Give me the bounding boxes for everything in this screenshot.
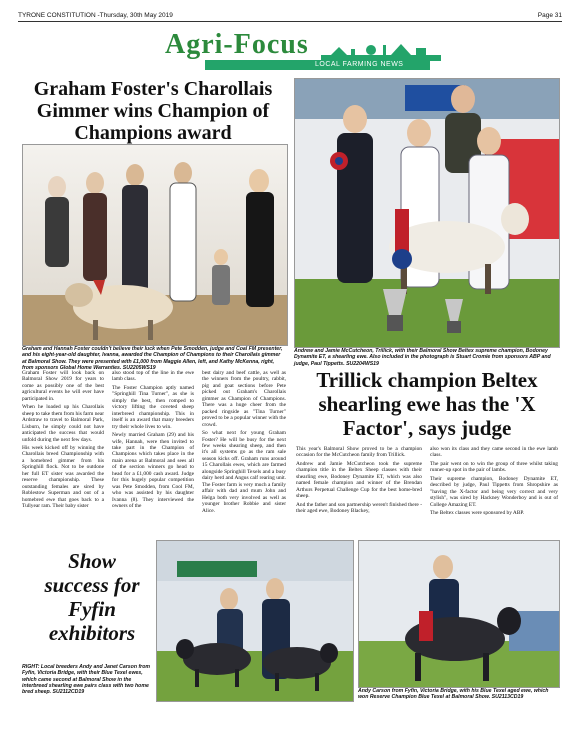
masthead bbox=[18, 8, 562, 22]
paragraph: Their supreme champion, Bodoney Dynamite ET, described by judge, Paul Tippetts from Shropshire as "having the X-factor and being very correct and very stylish", was sired by Hackney Wonderboy and is out of College Amazing ET. bbox=[430, 475, 558, 508]
story2-caption: Andrew and Jamie McCutcheon, Trillick, with their Balmoral Show Beltex supreme champion, Bodoney Dynamite ET, a shearling ewe. Also included in the photograph is Stuart Cromie from sponsors ABP and judge, Paul Tippetts. SU2204WS19 bbox=[294, 348, 551, 367]
section-banner bbox=[145, 29, 435, 75]
story1-column-3 bbox=[202, 370, 286, 516]
story3-headline: Show success for Fyfin exhibitors bbox=[44, 549, 140, 645]
paragraph: Andrew and Jamie McCutcheon took the supreme champion title in the Beltex Sheep classes with their shearling ewe, Bodoney Dynamite ET, which was also named female champion and winner of the Brendan Arthurs Perpetual Challenge Cup for the best home-bred sheep. bbox=[296, 460, 422, 500]
show-photo-carson-pair bbox=[157, 541, 353, 701]
paragraph: Graham Foster will look back on Balmoral Show 2019 for years to come as possibly one of the best agricultural events he will ever have participated in. bbox=[22, 370, 104, 402]
story3-caption-right: Andy Carson from Fyfin, Victoria Bridge, with his Blue Texel aged ewe, which won Reserve Champion Blue Texel at Balmoral Show. SU2113CD19 bbox=[358, 688, 549, 701]
story3-caption-left: RIGHT: Local breeders Andy and Janet Carson from Fyfin, Victoria Bridge, with their Blue Texel ewes, which came second at Balmoral Show in the interbreed shearling ewe pairs class with two home bred sheep. SU2112CD19 bbox=[22, 664, 150, 696]
banner-subtitle: LOCAL FARMING NEWS bbox=[315, 61, 404, 68]
paragraph: The Foster Champion aptly named "Springhill Tina Turner", as she is simply the best, then romped to victory lifting the coveted sheep interbreed championship. This in itself is an award that many breeders try their whole lives to win. bbox=[112, 384, 194, 430]
story1-caption: Graham and Hannah Foster couldn't believe their luck when Pete Smodden, judge and Coal FM presenter, and his eight-year-old daughter, Ivanna, awarded the Champion of Champions to their Charollais gimmer at Balmoral Show. They were presented with £1,000 from Maggie Allen, left, and Kathy McKenna, right, from sponsors Global Home Warranties. SU2205WS19 bbox=[22, 346, 283, 371]
paragraph: So what next for young Graham Foster? He will be busy for the next few weeks shearing sheep, and then it's all systems go as the ram sale season kicks off. Graham runs around 15 Charollais ewes, which are farmed alongside Springhill Texels and a busy dairy herd and Angus calf rearing unit. The Foster farm is very much a family affair with dad and mum John and Helga both very involved as well as younger brother Robbie and sister Alice. bbox=[202, 430, 286, 514]
paragraph: also stood top of the line in the ewe lamb class. bbox=[112, 370, 194, 383]
paragraph: also won its class and they came second in the ewe lamb class. bbox=[430, 446, 558, 459]
story1-column-2 bbox=[112, 370, 194, 512]
paragraph: When he loaded up his Charollais sheep to take them from his farm near Ardstraw to travel to Balmoral Park, Lisburn, he simply could not have anticipated the success that would unfold during the next few days. bbox=[22, 404, 104, 443]
masthead-rule bbox=[18, 21, 562, 22]
story1-column-1 bbox=[22, 370, 104, 512]
paragraph: His week kicked off by winning the Charollais breed Championship with a homebred gimmer from his Springhill flock. Not to be outdone her full ET sister was awarded the reserve championship. These outstanding females are sired by Roblestow Superman and out of a homebred ewe that goes back to a Tullyear ram. Their baby sister bbox=[22, 444, 104, 510]
story1-photo bbox=[22, 144, 288, 346]
paragraph: The pair went on to win the group of three whilst taking runner-up spot in the pair of lambs. bbox=[430, 460, 558, 474]
paragraph: The Beltex classes were sponsored by ABP. bbox=[430, 510, 525, 517]
story1-headline: Graham Foster's Charollais Gimmer wins Champion of Champions award bbox=[33, 78, 273, 144]
page-number: Page 31 bbox=[537, 12, 562, 19]
show-photo-carson-ewe bbox=[359, 541, 559, 687]
paragraph: And the father and son partnership weren't finished there - their aged ewe, Bodoney Blackey, bbox=[296, 501, 422, 515]
story2-photo bbox=[294, 78, 560, 348]
show-photo-foster bbox=[23, 145, 287, 345]
paragraph: This year's Balmoral Show proved to be a champion occasion for the McCutcheon family from Trillick. bbox=[296, 446, 422, 459]
story3-photo-right bbox=[358, 540, 560, 688]
story2-column-2 bbox=[430, 446, 558, 519]
paragraph: best dairy and beef cattle, as well as the winners from the poultry, rabbit, pig and goat sections before Pete picked out Graham's Charollais gimmer as Champion of Champions. There was a huge cheer from the packed ringside as "Tina Turner" proved to be a popular winner with the crowd. bbox=[202, 370, 286, 428]
story2-column-1 bbox=[296, 446, 422, 517]
publication-date: TYRONE CONSTITUTION -Thursday, 30th May 2019 bbox=[18, 12, 173, 19]
farm-silhouette-icon bbox=[321, 41, 441, 61]
story3-photo-left bbox=[156, 540, 354, 702]
show-photo-mccutcheon bbox=[295, 79, 559, 347]
paragraph: Newly married Graham (29) and his wife, Hannah, were then invited to take part in the Champion of Champions which takes place in the main arena at Balmoral and sees all of the section winners go head to head for a £1,000 cash award. Judge for this hugely popular competition was Pete Smodden, from Cool FM, who was assisted by his daughter Ivanna (8). They interviewed the owners of the bbox=[112, 432, 194, 510]
story2-headline: Trillick champion Beltex shearling ewe has the 'X Factor', says judge bbox=[316, 368, 538, 440]
banner-title: Agri-Focus bbox=[165, 29, 309, 60]
